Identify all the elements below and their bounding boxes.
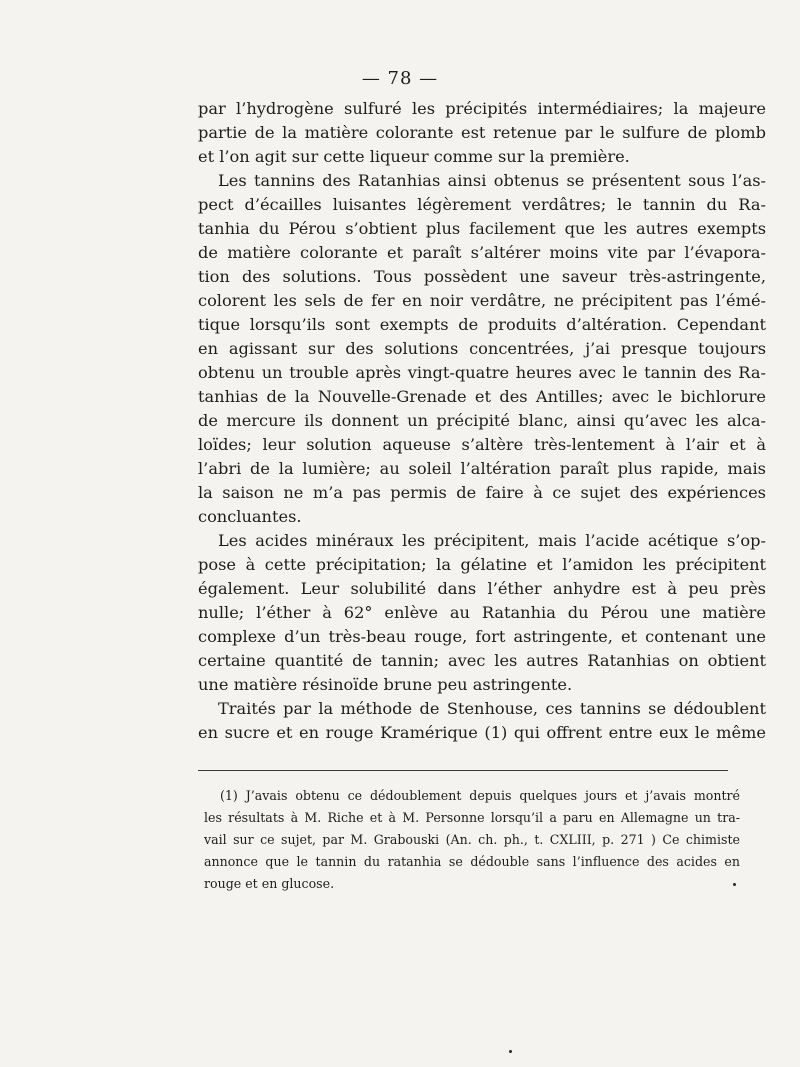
text-line: l’abri de la lumière; au soleil l’altération paraît plus rapide, mais bbox=[198, 459, 766, 478]
text-line: en sucre et en rouge Kramérique (1) qui offrent entre eux le même bbox=[198, 723, 766, 742]
text-line: en agissant sur des solutions concentrées, j’ai presque toujours bbox=[198, 339, 766, 358]
text-line: obtenu un trouble après vingt-quatre heures avec le tannin des Ra- bbox=[198, 363, 766, 382]
paragraph-start-line: Les acides minéraux les précipitent, mais l’acide acétique s’op- bbox=[218, 531, 766, 550]
text-line: complexe d’un très-beau rouge, fort astringente, et contenant une bbox=[198, 627, 766, 646]
footnote-line: (1) J’avais obtenu ce dédoublement depuis quelques jours et j’avais montré bbox=[220, 788, 740, 803]
text-line: loïdes; leur solution aqueuse s’altère très-lentement à l’air et à bbox=[198, 435, 766, 454]
text-line: tion des solutions. Tous possèdent une saveur très-astringente, bbox=[198, 267, 766, 286]
text-line: colorent les sels de fer en noir verdâtre, ne précipitent pas l’émé- bbox=[198, 291, 766, 310]
print-speck bbox=[509, 1050, 512, 1053]
footnote-line: rouge et en glucose. bbox=[204, 876, 335, 891]
text-line: concluantes. bbox=[198, 507, 302, 526]
paragraph-start-line: Les tannins des Ratanhias ainsi obtenus se présentent sous l’as- bbox=[218, 171, 766, 190]
text-line: de matière colorante et paraît s’altérer moins vite par l’évapora- bbox=[198, 243, 766, 262]
text-line: une matière résinoïde brune peu astringente. bbox=[198, 675, 573, 694]
paragraph-start-line: Traités par la méthode de Stenhouse, ces tannins se dédoublent bbox=[218, 699, 766, 718]
text-line: également. Leur solubilité dans l’éther anhydre est à peu près bbox=[198, 579, 766, 598]
footnote-line: vail sur ce sujet, par M. Grabouski (An. ch. ph., t. CXLIII, p. 271 ) Ce chimiste bbox=[204, 832, 740, 847]
text-line: partie de la matière colorante est retenue par le sulfure de plomb bbox=[198, 123, 766, 142]
text-line: tanhias de la Nouvelle-Grenade et des Antilles; avec le bichlorure bbox=[198, 387, 766, 406]
text-line: tanhia du Pérou s’obtient plus facilement que les autres exempts bbox=[198, 219, 766, 238]
text-line: et l’on agit sur cette liqueur comme sur la première. bbox=[198, 147, 630, 166]
text-line: la saison ne m’a pas permis de faire à ce sujet des expériences bbox=[198, 483, 766, 502]
footnote-divider bbox=[198, 770, 728, 771]
print-speck bbox=[733, 883, 736, 886]
text-line: pect d’écailles luisantes légèrement verdâtres; le tannin du Ra- bbox=[198, 195, 766, 214]
page-number: — 78 — bbox=[361, 68, 439, 89]
text-line: certaine quantité de tannin; avec les autres Ratanhias on obtient bbox=[198, 651, 766, 670]
text-line: nulle; l’éther à 62° enlève au Ratanhia du Pérou une matière bbox=[198, 603, 766, 622]
text-line: pose à cette précipitation; la gélatine et l’amidon les précipitent bbox=[198, 555, 766, 574]
text-line: par l’hydrogène sulfuré les précipités intermédiaires; la majeure bbox=[198, 99, 766, 118]
text-line: tique lorsqu’ils sont exempts de produits d’altération. Cependant bbox=[198, 315, 766, 334]
text-line: de mercure ils donnent un précipité blanc, ainsi qu’avec les alca- bbox=[198, 411, 766, 430]
footnote-line: annonce que le tannin du ratanhia se dédouble sans l’influence des acides en bbox=[204, 854, 740, 869]
footnote-line: les résultats à M. Riche et à M. Personne lorsqu’il a paru en Allemagne un tra- bbox=[204, 810, 740, 825]
